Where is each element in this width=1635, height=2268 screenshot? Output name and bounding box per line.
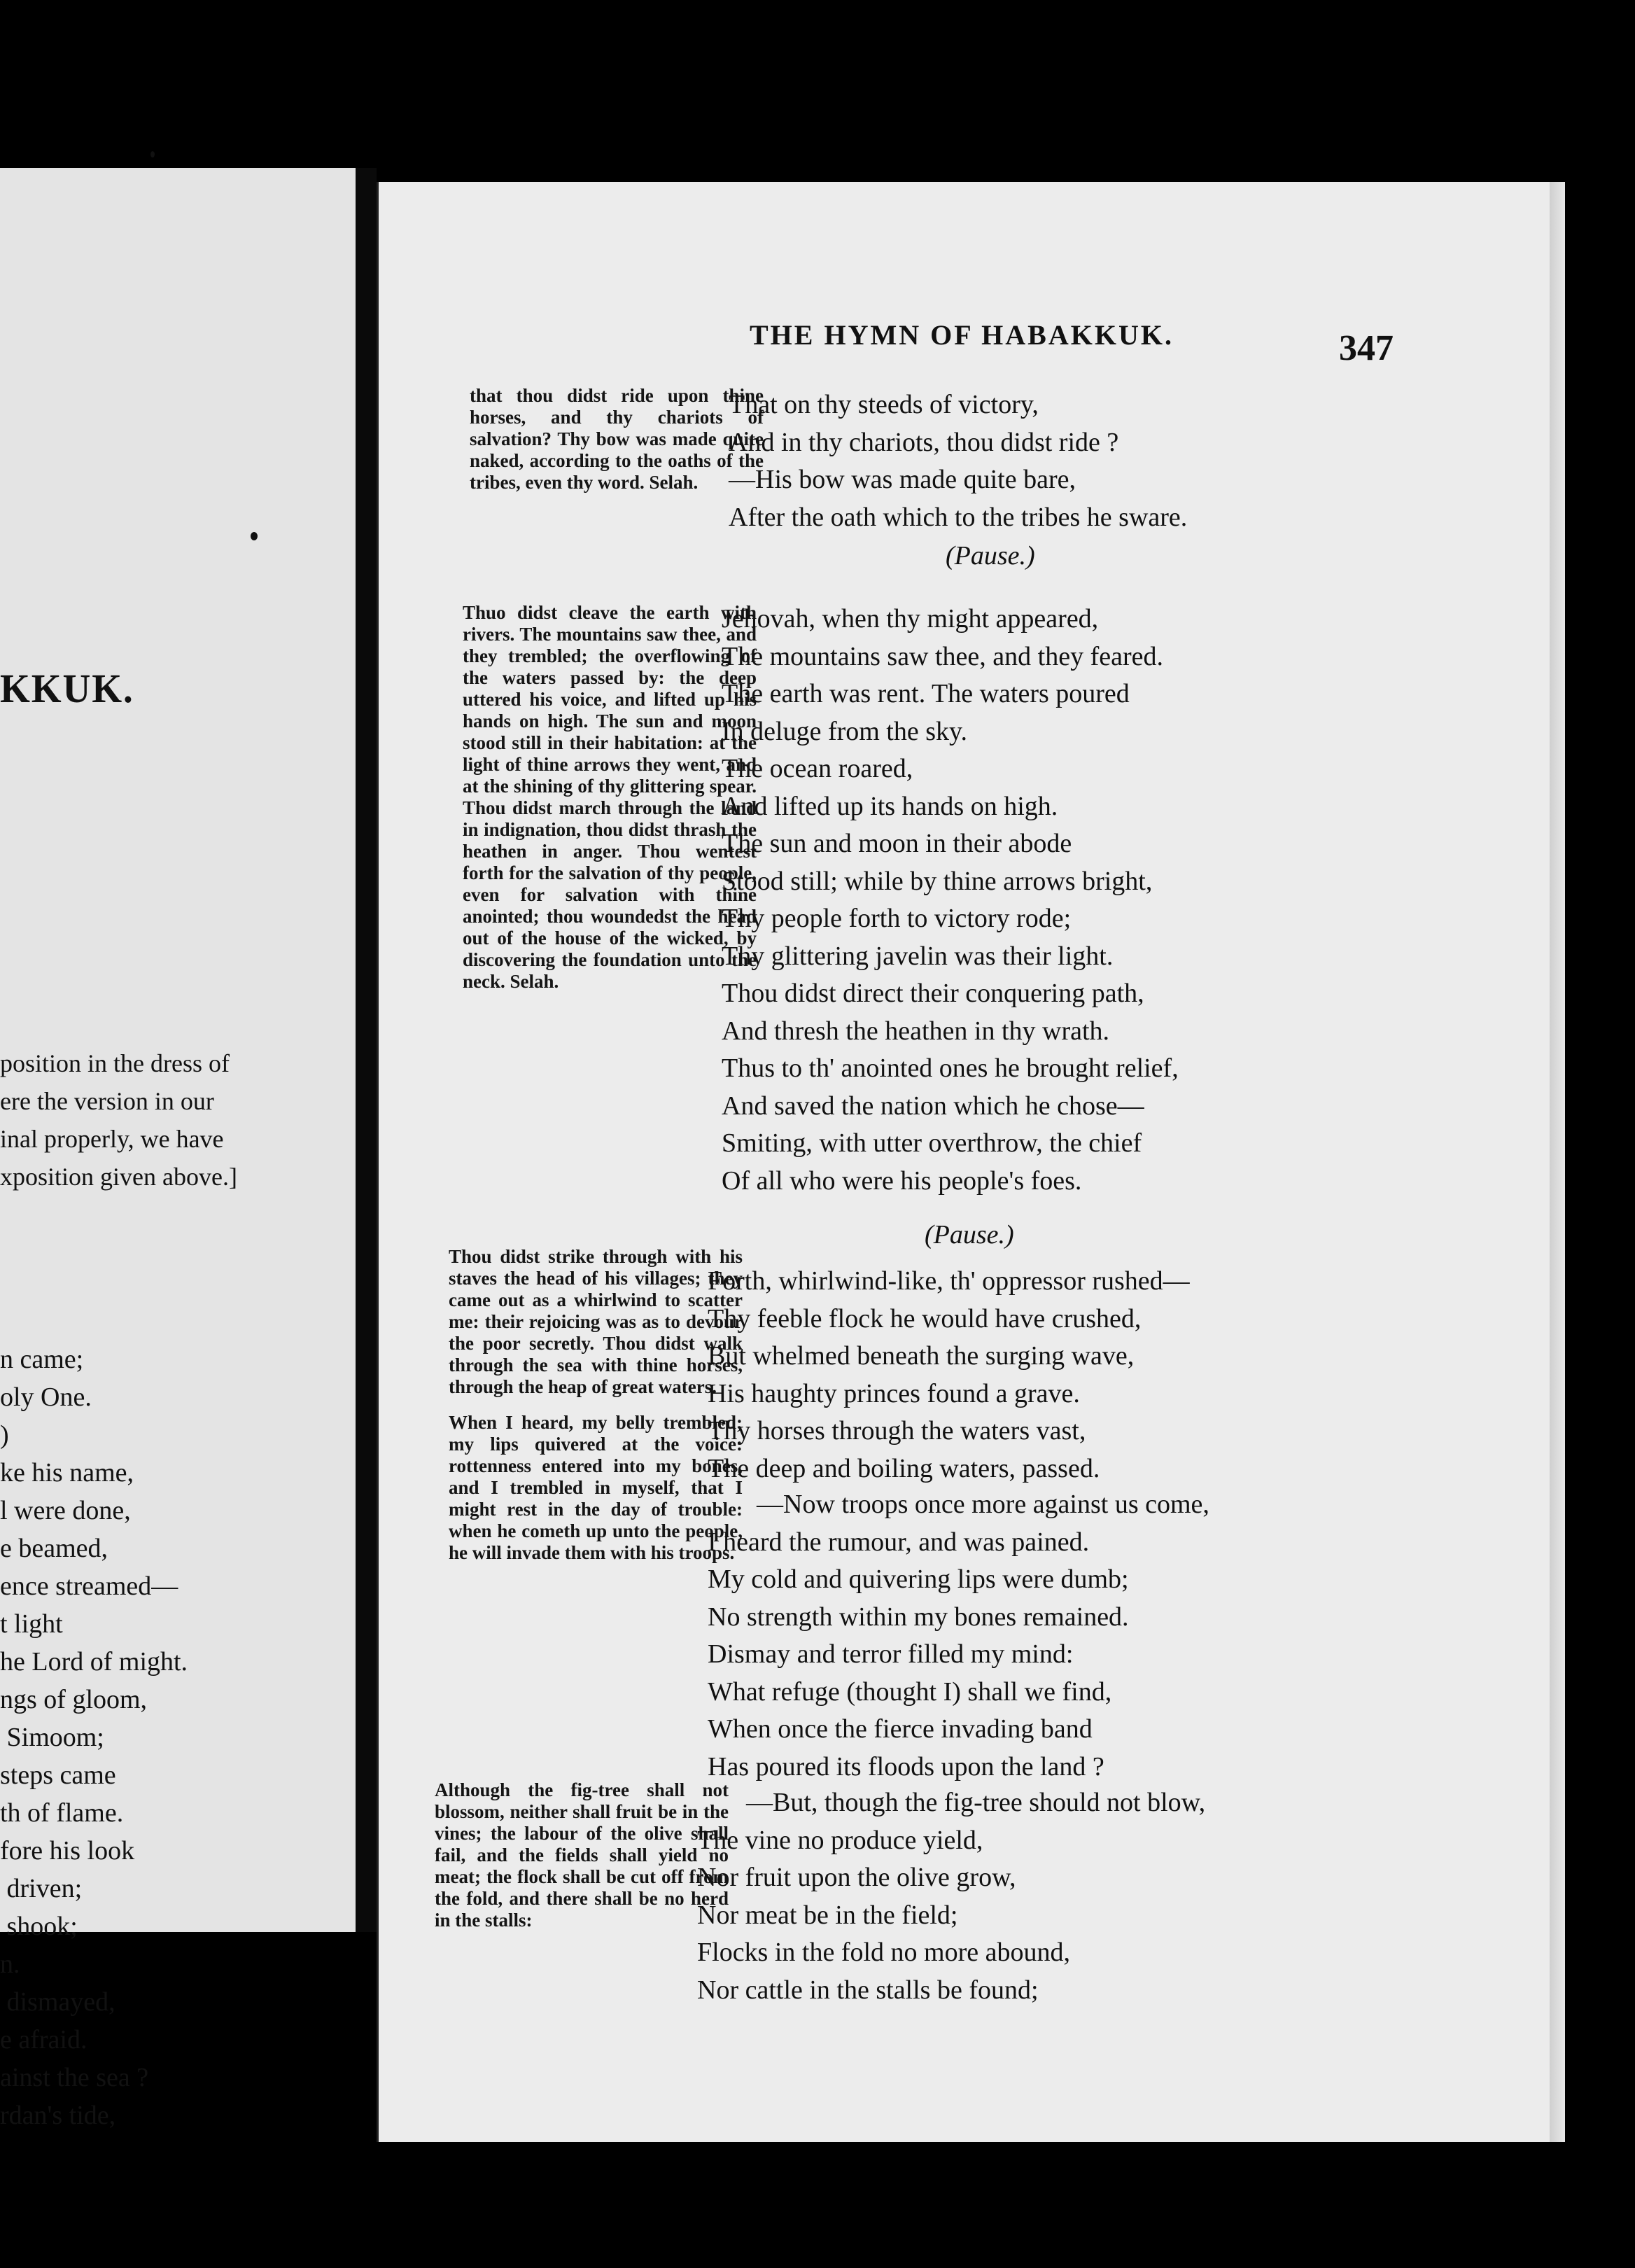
verse-line: ainst the sea ? xyxy=(0,2063,149,2092)
verse-line: oly One. xyxy=(0,1382,92,1412)
verse-line: Thy horses through the waters vast, xyxy=(708,1416,1086,1446)
verse-line: Simoom; xyxy=(0,1723,104,1752)
verse-line: Forth, whirlwind-like, th' oppressor rushed— xyxy=(708,1266,1190,1296)
verse-line: And lifted up its hands on high. xyxy=(722,791,1058,821)
left-page-paragraph xyxy=(0,1044,294,1196)
verse-line: shook; xyxy=(0,1912,78,1941)
verse-line: The ocean roared, xyxy=(722,754,913,783)
verse-line: The vine no produce yield, xyxy=(697,1825,983,1855)
page-number: 347 xyxy=(1339,328,1394,368)
verse-line: rdan's tide, xyxy=(0,2101,116,2130)
verse-line: And saved the nation which he chose— xyxy=(722,1091,1144,1121)
verse-line: The earth was rent. The waters poured xyxy=(722,679,1130,708)
verse-line: The deep and boiling waters, passed. xyxy=(708,1453,1100,1483)
page-edge xyxy=(1550,182,1565,2142)
verse-line: And in thy chariots, thou didst ride ? xyxy=(729,427,1119,457)
verse-line: His haughty princes found a grave. xyxy=(708,1378,1080,1408)
verse-line: —Now troops once more against us come, xyxy=(757,1490,1209,1519)
verse-line: ngs of gloom, xyxy=(0,1685,148,1714)
verse-line: —But, though the fig-tree should not blow, xyxy=(746,1788,1206,1817)
verse-line: Stood still; while by thine arrows bright, xyxy=(722,866,1153,896)
verse-line: driven; xyxy=(0,1874,83,1903)
verse-line: th of flame. xyxy=(0,1798,124,1828)
verse-stanza-1 xyxy=(729,386,1429,536)
verse-line: That on thy steeds of victory, xyxy=(729,390,1039,419)
left-page-verse xyxy=(0,1340,280,2134)
verse-line: Thy people forth to victory rode; xyxy=(722,904,1072,933)
gloss-paragraph xyxy=(470,385,764,507)
verse-line: In deluge from the sky. xyxy=(722,716,968,746)
pause-label-text: (Pause.) xyxy=(925,1220,1014,1250)
verse-line: fore his look xyxy=(0,1836,135,1865)
verse-line: inal properly, we have xyxy=(0,1125,224,1153)
verse-stanza-4 xyxy=(708,1486,1408,1786)
verse-line: e beamed, xyxy=(0,1534,108,1563)
verse-line: l were done, xyxy=(0,1496,131,1525)
ink-speck xyxy=(150,151,155,158)
verse-line: Has poured its floods upon the land ? xyxy=(708,1751,1104,1782)
verse-line: e afraid. xyxy=(0,2025,87,2054)
gloss-text-1: that thou didst ride upon thine horses, and thy chariots of salvation? Thy bow was made quite naked, according to the oaths of the tribes, even thy word. Selah. xyxy=(470,385,764,493)
verse-line: No strength within my bones remained. xyxy=(708,1602,1129,1632)
verse-line: position in the dress of xyxy=(0,1049,230,1077)
verse-line: steps came xyxy=(0,1760,116,1790)
verse-line: Jehovah, when thy might appeared, xyxy=(722,604,1099,634)
verse-line: Nor fruit upon the olive grow, xyxy=(697,1863,1016,1892)
verse-line: The mountains saw thee, and they feared. xyxy=(722,641,1163,671)
verse-line: And thresh the heathen in thy wrath. xyxy=(722,1016,1110,1046)
verse-line: Nor meat be in the field; xyxy=(697,1900,958,1930)
verse-line: The sun and moon in their abode xyxy=(722,829,1072,858)
left-page xyxy=(0,168,356,2130)
verse-line: Of all who were his people's foes. xyxy=(722,1166,1082,1196)
gloss-text-4: When I heard, my belly trembled; my lips quivered at the voice: rottenness entered into my bones, and I trembled in myself, that I might rest in the day of trouble: when he cometh up unto the people, he will invade them with his troops. xyxy=(449,1412,743,1563)
pause-label-text: (Pause.) xyxy=(946,541,1035,570)
verse-line: n. xyxy=(0,1949,20,1979)
verse-line: Thus to th' anointed ones he brought relief, xyxy=(722,1054,1179,1083)
verse-line: ) xyxy=(0,1420,9,1450)
gloss-text-3: Thou didst strike through with his staves the head of his villages; they came out as a whirlwind to scatter me: their rejoicing was as to devour the poor secretly. Thou didst walk through the sea with thine horses, through the heap of great waters. xyxy=(449,1246,743,1397)
verse-line: Smiting, with utter overthrow, the chief xyxy=(722,1128,1142,1158)
book-gutter xyxy=(356,168,377,1932)
page-header xyxy=(750,318,1174,351)
verse-line: Thou didst direct their conquering path, xyxy=(722,979,1144,1008)
gloss-text-5: Although the fig-tree shall not blossom, neither shall fruit be in the vines; the labour of the olive shall fail, and the fields shall yield no meat; the flock shall be cut off from the fold, and there shall be no herd in the stalls: xyxy=(435,1779,729,1931)
pause-label xyxy=(715,1217,1415,1254)
verse-stanza-5 xyxy=(697,1784,1397,2009)
verse-line: ere the version in our xyxy=(0,1087,214,1115)
verse-line: Thy feeble flock he would have crushed, xyxy=(708,1303,1142,1334)
verse-line: ence streamed— xyxy=(0,1572,178,1601)
verse-line: But whelmed beneath the surging wave, xyxy=(708,1341,1135,1371)
verse-line: n came; xyxy=(0,1345,84,1374)
verse-line: dismayed, xyxy=(0,1987,115,2017)
gloss-text-2: Thuo didst cleave the earth with rivers. The mountains saw thee, and they trembled; the overflowing of the waters passed by: the deep uttered his voice, and lifted up his hands on high. The sun and moon stood still in their habitation: at the light of thine arrows they went, and at the shining of thy glittering spear. Thou didst march through the land in indignation, thou didst thrash the heathen in anger. Thou wentest forth for the salvation of thy people, even for salvation with thine anointed; thou woundedst the head out of the house of the wicked, by discovering the foundation unto the neck. Selah. xyxy=(463,602,757,992)
verse-line: My cold and quivering lips were dumb; xyxy=(708,1564,1129,1594)
verse-line: Nor cattle in the stalls be found; xyxy=(697,1975,1039,2005)
verse-line: I heard the rumour, and was pained. xyxy=(708,1527,1090,1557)
running-head: THE HYMN OF HABAKKUK. xyxy=(750,319,1174,351)
verse-line: Thy glittering javelin was their light. xyxy=(722,941,1114,971)
right-page xyxy=(377,182,1565,2142)
verse-line: Flocks in the fold no more abound, xyxy=(697,1938,1070,1967)
verse-stanza-2 xyxy=(722,601,1422,1200)
gloss-paragraph xyxy=(449,1246,743,1578)
verse-line: ke his name, xyxy=(0,1458,134,1488)
verse-line: —His bow was made quite bare, xyxy=(729,465,1076,494)
pause-label xyxy=(729,538,1429,575)
verse-line: he Lord of might. xyxy=(0,1647,188,1676)
verse-line: Dismay and terror filled my mind: xyxy=(708,1639,1074,1669)
verse-line: xposition given above.] xyxy=(0,1163,237,1191)
verse-stanza-3 xyxy=(708,1263,1408,1488)
verse-line: After the oath which to the tribes he sware. xyxy=(729,502,1188,532)
verse-line: t light xyxy=(0,1609,63,1639)
verse-line: When once the fierce invading band xyxy=(708,1714,1093,1744)
gloss-paragraph xyxy=(435,1779,729,1945)
left-page-title: KKUK. xyxy=(0,666,134,711)
gloss-paragraph xyxy=(463,602,757,1007)
ink-speck xyxy=(251,532,258,540)
verse-line: What refuge (thought I) shall we find, xyxy=(708,1676,1112,1707)
